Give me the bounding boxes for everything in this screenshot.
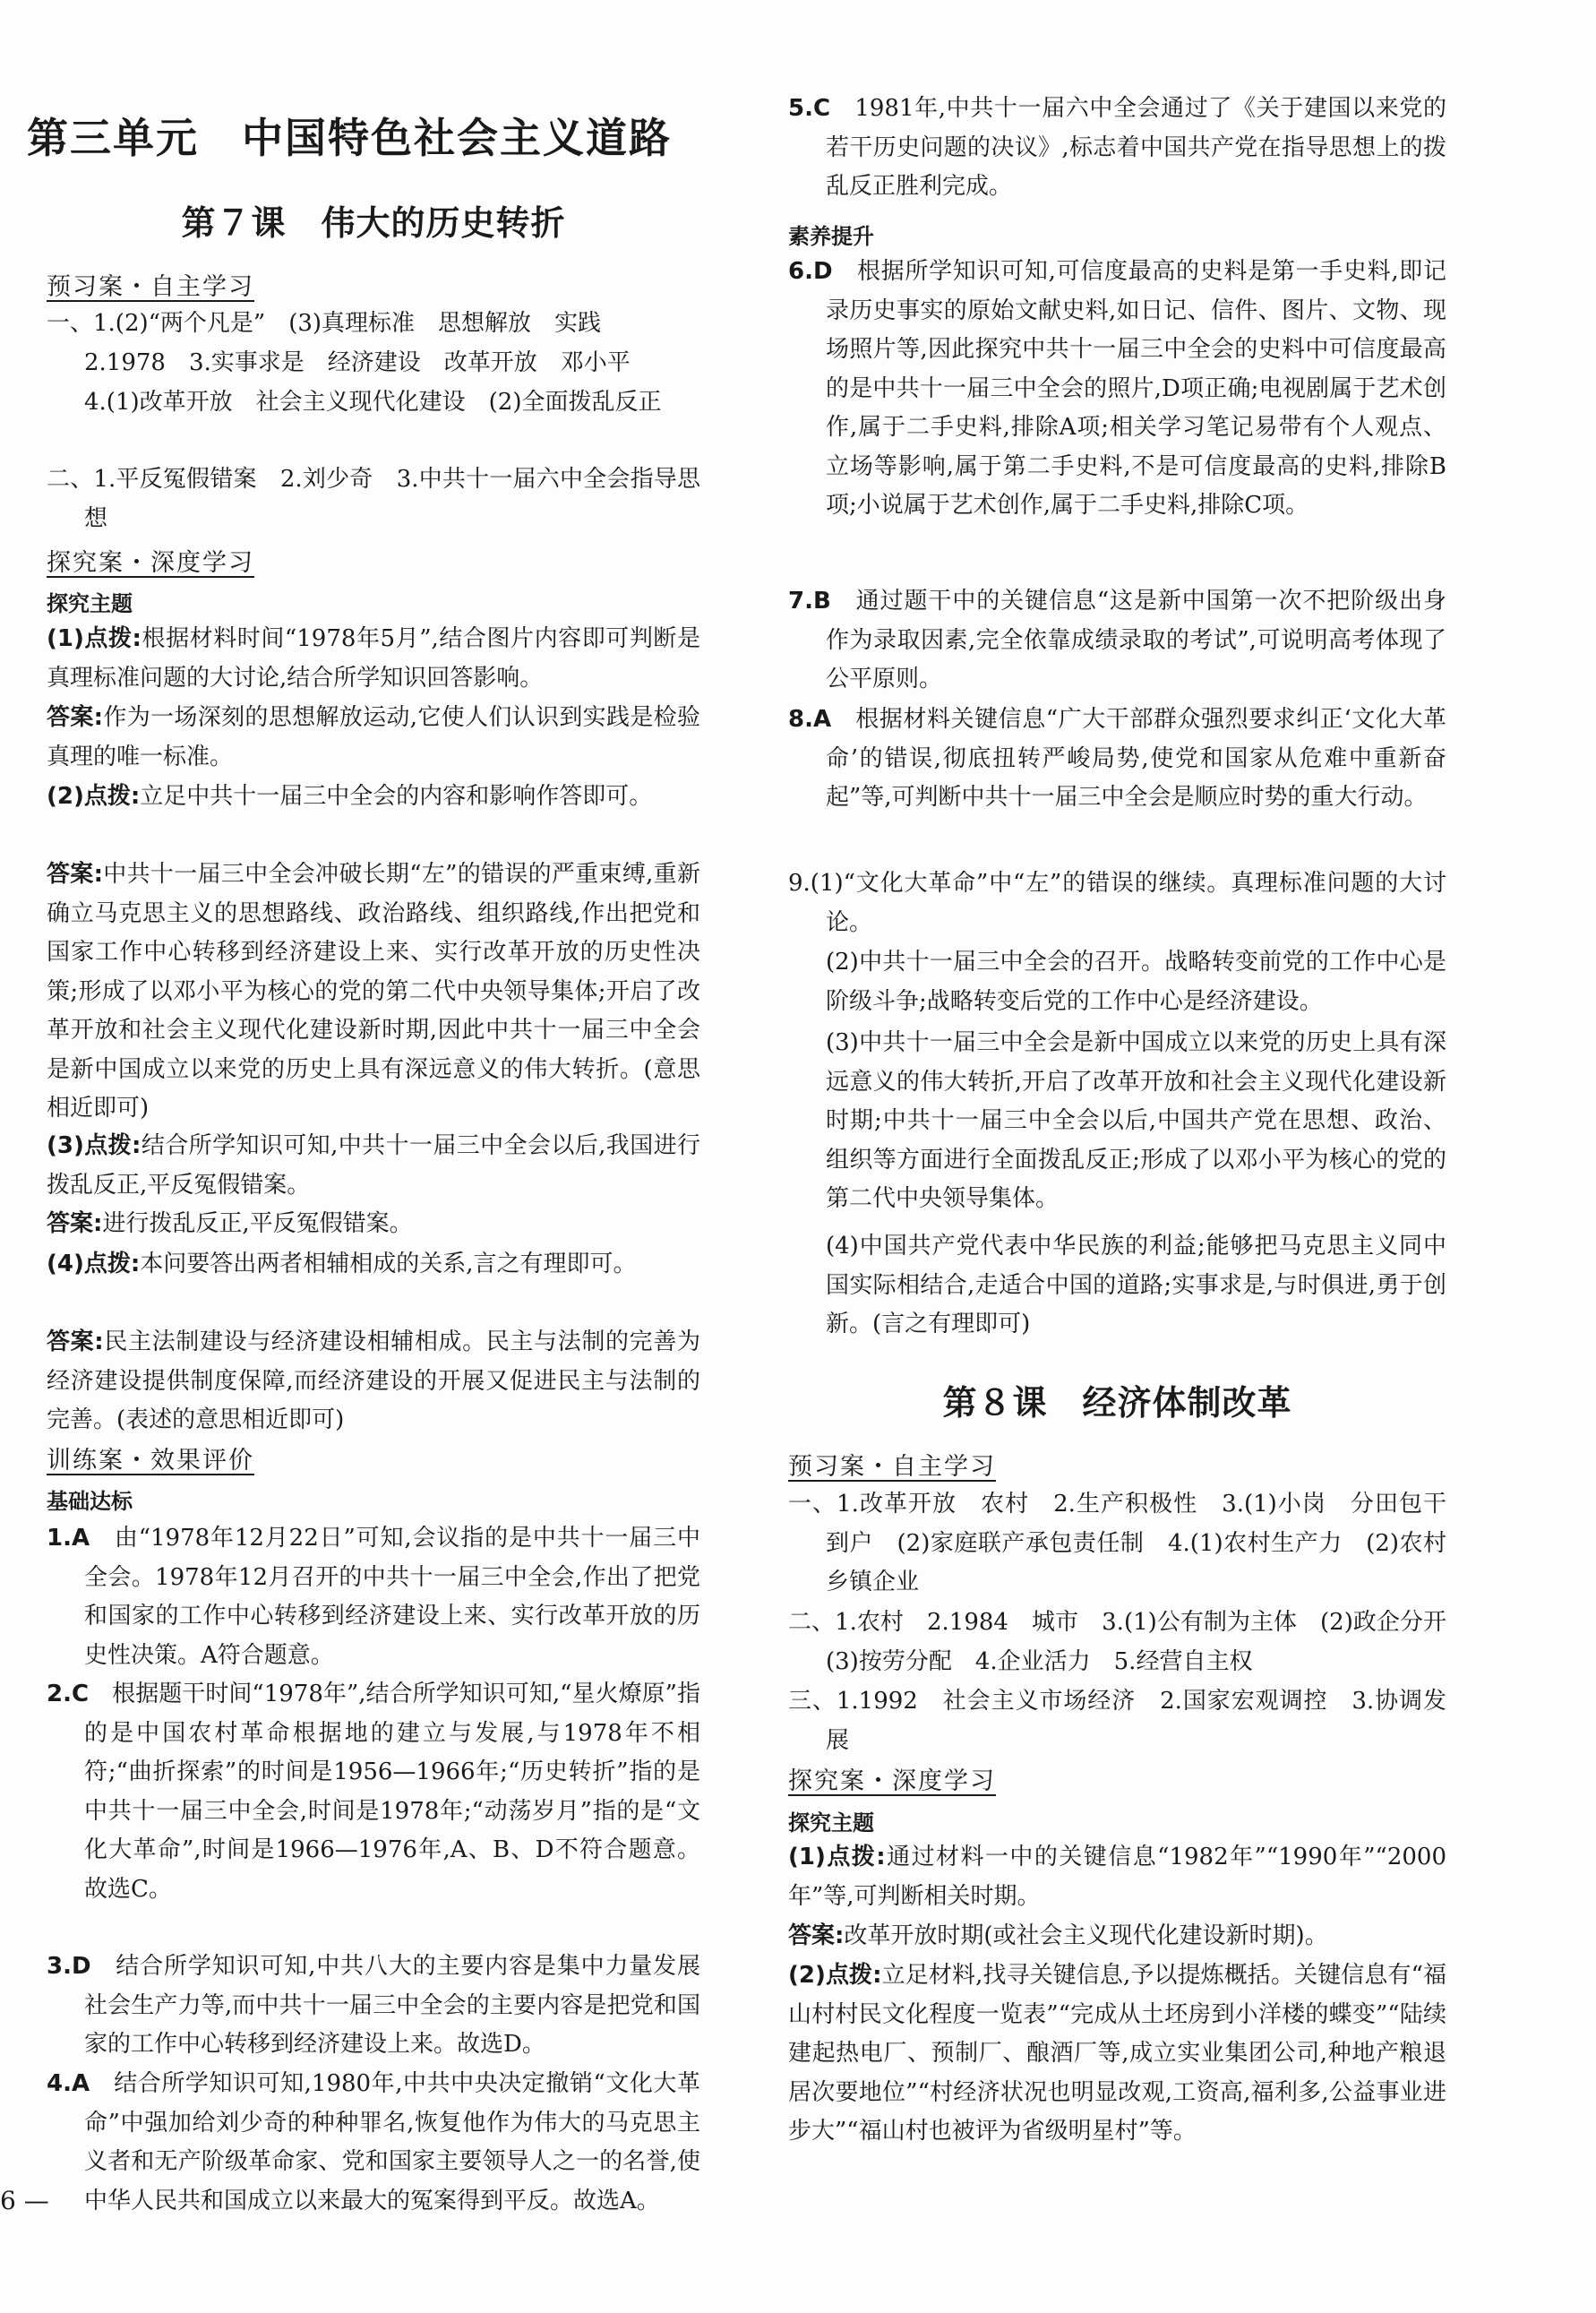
q2-tip: (2)点拨:立足中共十一届三中全会的内容和影响作答即可。 [47,783,653,810]
answer-9-3: (3)中共十一届三中全会是新中国成立以来党的历史上具有深远意义的伟大转折,开启了改革开放和社会主义现代化建设新时期;中共十一届三中全会以后,中国共产党在思想、政治、组织等方面进行全面拨乱反正;形成了以邓小平为核心的党的第二代中央领导集体。 [826,1029,1446,1212]
q1-answer: 答案:作为一场深刻的思想解放运动,它使人们认识到实践是检验真理的唯一标准。 [47,704,701,770]
l8-q1-answer: 答案:改革开放时期(或社会主义现代化建设新时期)。 [788,1922,1328,1949]
answer-9-4: (4)中国共产党代表中华民族的利益;能够把马克思主义同中国实际相结合,走适合中国的道路;实事求是,与时俱进,勇于创新。(言之有理即可) [826,1233,1446,1337]
lesson-7-title: 第７课 伟大的历史转折 [181,203,566,243]
q4-tip: (4)点拨:本问要答出两者相辅相成的关系,言之有理即可。 [47,1251,637,1277]
l8-preview-line-1: 一、1.改革开放 农村 2.生产积极性 3.(1)小岗 分田包干到户 (2)家庭联产承包责任制 4.(1)农村生产力 (2)农村乡镇企业 [788,1491,1446,1595]
literacy-subheading: 素养提升 [788,224,874,249]
answer-7: 7.B 通过题干中的关键信息“这是新中国第一次不把阶级出身作为录取因素,完全依靠成绩录取的考试”,可说明高考体现了公平原则。 [788,588,1446,692]
q1-tip: (1)点拨:根据材料时间“1978年5月”,结合图片内容即可判断是真理标准问题的大讨论,结合所学知识回答影响。 [47,625,700,692]
preview-line-2: 2.1978 3.实事求是 经济建设 改革开放 邓小平 [84,349,631,376]
q3-tip: (3)点拨:结合所学知识可知,中共十一届三中全会以后,我国进行拨乱反正,平反冤假错案。 [47,1132,701,1199]
unit-title: 第三单元 中国特色社会主义道路 [27,114,672,162]
l8-explore-subheading: 探究主题 [788,1810,874,1836]
explore-subheading: 探究主题 [47,591,133,616]
l8-q1-tip: (1)点拨:通过材料一中的关键信息“1982年”“1990年”“2000年”等,可判断相关时期。 [788,1844,1446,1910]
preview-heading: 预习案・自主学习 [47,273,254,301]
preview-line-4: 二、1.平反冤假错案 2.刘少奇 3.中共十一届六中全会指导思想 [47,466,700,532]
answer-5: 5.C 1981年,中共十一届六中全会通过了《关于建国以来党的若干历史问题的决议》,标志着中国共产党在指导思想上的拨乱反正胜利完成。 [788,95,1446,200]
answer-1: 1.A 由“1978年12月22日”可知,会议指的是中共十一届三中全会。1978年12月召开的中共十一届三中全会,作出了把党和国家的工作中心转移到经济建设上来、实行改革开放的历史性决策。A符合题意。 [47,1525,700,1669]
page-number: 6 — [0,2186,49,2215]
l8-explore-heading: 探究案・深度学习 [788,1767,996,1795]
q4-answer: 答案:民主法制建设与经济建设相辅相成。民主与法制的完善为经济建设提供制度保障,而经济建设的开展又促进民主与法制的完善。(表述的意思相近即可) [47,1328,700,1433]
preview-line-1: 一、1.(2)“两个凡是” (3)真理标准 思想解放 实践 [47,310,602,337]
explore-heading: 探究案・深度学习 [47,549,254,577]
answer-9-1: 9.(1)“文化大革命”中“左”的错误的继续。真理标准问题的大讨论。 [788,870,1446,936]
l8-preview-line-3: 三、1.1992 社会主义市场经济 2.国家宏观调控 3.协调发展 [788,1688,1446,1754]
q3-answer: 答案:进行拨乱反正,平反冤假错案。 [47,1210,413,1237]
l8-preview-heading: 预习案・自主学习 [788,1453,996,1481]
l8-q2-tip: (2)点拨:立足材料,找寻关键信息,予以提炼概括。关键信息有“福山村村民文化程度一览表”“完成从土坯房到小洋楼的蝶变”“陆续建起热电厂、预制厂、酿酒厂等,成立实业集团公司,种地产粮退居次要地位”“村经济状况也明显改观,工资高,福利多,公益事业进步大”“福山村也被评为省级明星村”等。 [788,1962,1446,2145]
train-heading: 训练案・效果评价 [47,1447,254,1475]
basic-subheading: 基础达标 [47,1489,133,1514]
answer-3: 3.D 结合所学知识可知,中共八大的主要内容是集中力量发展社会生产力等,而中共十一届三中全会的主要内容是把党和国家的工作中心转移到经济建设上来。故选D。 [47,1953,700,2058]
answer-6: 6.D 根据所学知识可知,可信度最高的史料是第一手史料,即记录历史事实的原始文献史料,如日记、信件、图片、文物、现场照片等,因此探究中共十一届三中全会的史料中可信度最高的是中共十一届三中全会的照片,D项正确;电视剧属于艺术创作,属于二手史料,排除A项;相关学习笔记易带有个人观点、立场等影响,属于第二手史料,不是可信度最高的史料,排除B项;小说属于艺术创作,属于二手史料,排除C项。 [788,258,1446,519]
l8-preview-line-2: 二、1.农村 2.1984 城市 3.(1)公有制为主体 (2)政企分开 (3)按劳分配 4.企业活力 5.经营自主权 [788,1609,1471,1675]
answer-8: 8.A 根据材料关键信息“广大干部群众强烈要求纠正‘文化大革命’的错误,彻底扭转严峻局势,使党和国家从危难中重新奋起”等,可判断中共十一届三中全会是顺应时势的重大行动。 [788,706,1446,811]
answer-9-2: (2)中共十一届三中全会的召开。战略转变前党的工作中心是阶级斗争;战略转变后党的工作中心是经济建设。 [826,949,1446,1015]
answer-2: 2.C 根据题干时间“1978年”,结合所学知识可知,“星火燎原”指的是中国农村革命根据地的建立与发展,与1978年不相符;“曲折探索”的时间是1956—1966年;“历史转折”指的是中共十一届三中全会,时间是1978年;“动荡岁月”指的是“文化大革命”,时间是1966—1976年,A、B、D不符合题意。故选C。 [47,1681,700,1903]
answer-4: 4.A 结合所学知识可知,1980年,中共中央决定撤销“文化大革命”中强加给刘少奇的种种罪名,恢复他作为伟大的马克思主义者和无产阶级革命家、党和国家主要领导人之一的名誉,使中华人民共和国成立以来最大的冤案得到平反。故选A。 [47,2070,700,2214]
lesson-8-title: 第８课 经济体制改革 [942,1383,1292,1423]
q2-answer: 答案:中共十一届三中全会冲破长期“左”的错误的严重束缚,重新确立马克思主义的思想路线、政治路线、组织路线,作出把党和国家工作中心转移到经济建设上来、实行改革开放的历史性决策;形成了以邓小平为核心的党的第二代中央领导集体;开启了改革开放和社会主义现代化建设新时期,因此中共十一届三中全会是新中国成立以来党的历史上具有深远意义的伟大转折。(意思相近即可) [47,861,700,1122]
preview-line-3: 4.(1)改革开放 社会主义现代化建设 (2)全面拨乱反正 [84,389,662,416]
